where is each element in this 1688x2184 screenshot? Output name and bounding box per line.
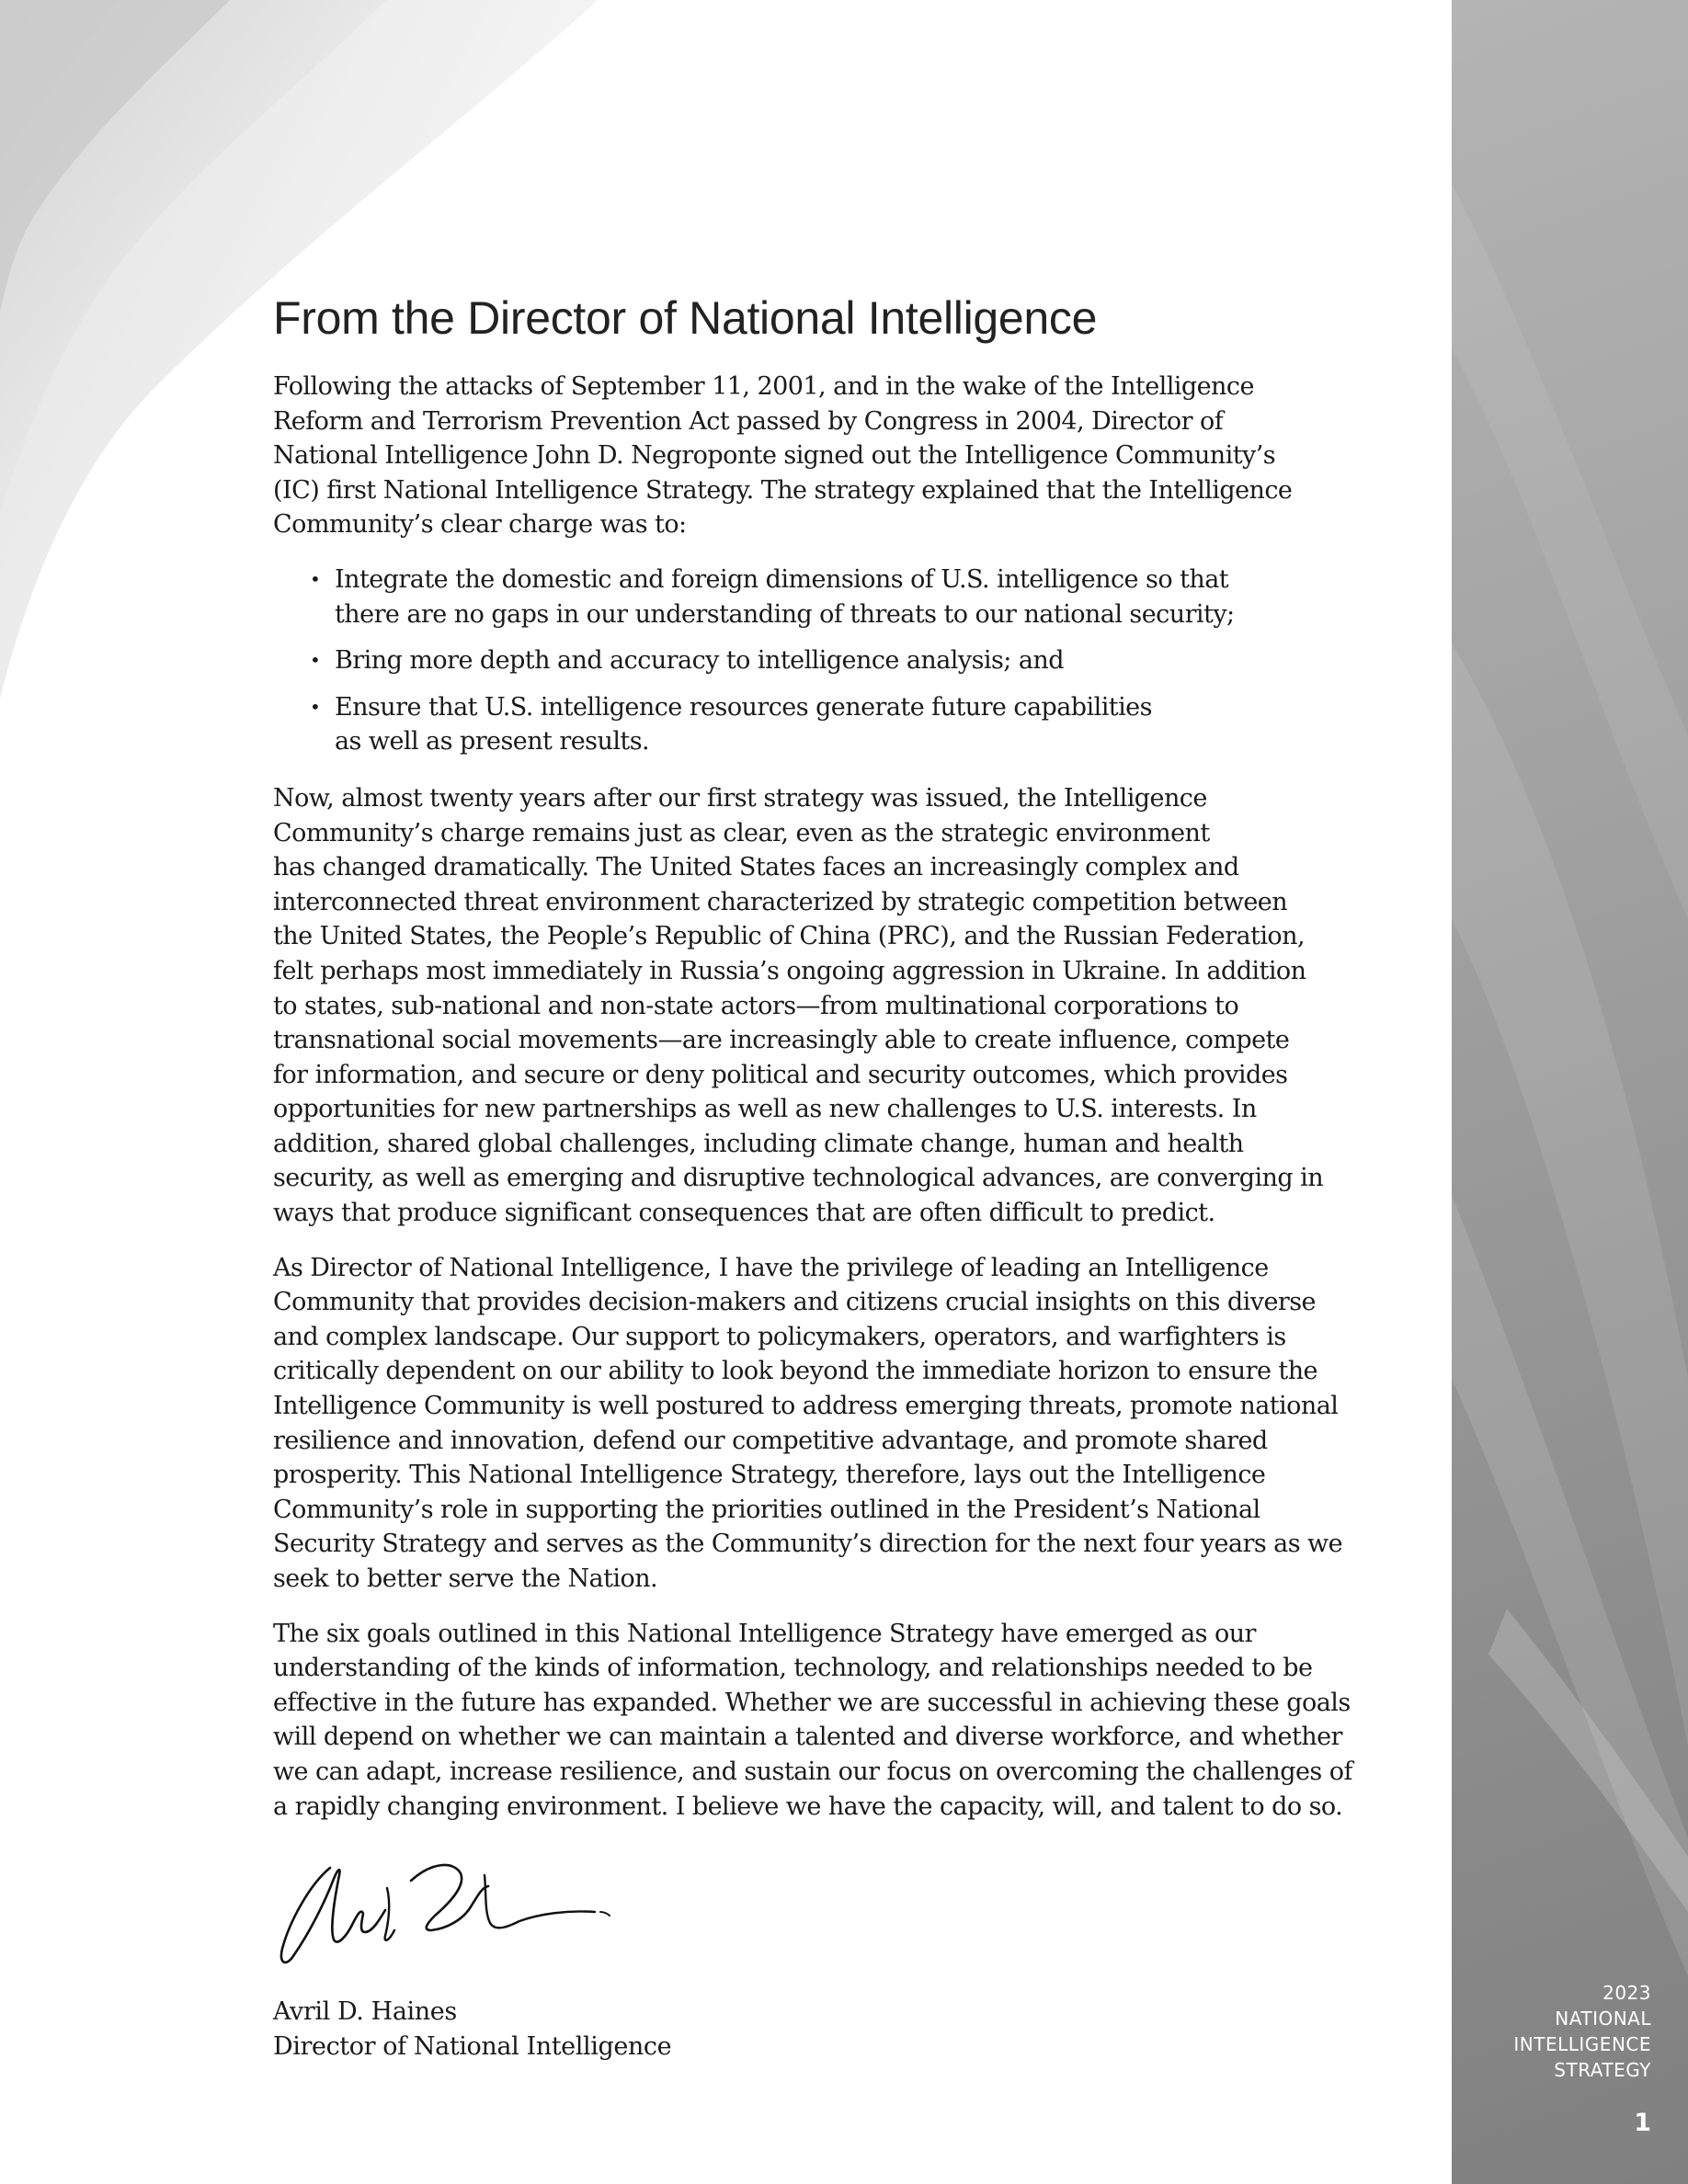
- text-line: Community’s clear charge was to:: [273, 510, 687, 540]
- list-item: [310, 643, 1376, 678]
- text-line: addition, shared global challenges, including climate change, human and health: [273, 1129, 1244, 1158]
- letter-body: [273, 287, 1376, 1844]
- text-line: Intelligence Community is well postured to address emerging threats, promote national: [273, 1392, 1339, 1421]
- text-line: ways that produce significant consequences that are often difficult to predict.: [273, 1199, 1215, 1228]
- text-line: prosperity. This National Intelligence Strategy, therefore, lays out the Intelligence: [273, 1461, 1266, 1490]
- text-line: Bring more depth and accuracy to intelligence analysis; and: [335, 646, 1064, 676]
- signer-block: [273, 1995, 671, 2065]
- text-line: (IC) first National Intelligence Strategy. The strategy explained that the Intelligence: [273, 475, 1293, 505]
- charge-list: [273, 563, 1376, 759]
- text-line: a rapidly changing environment. I believe we have the capacity, will, and talent to do so.: [273, 1792, 1343, 1821]
- text-line: interconnected threat environment characterized by strategic competition between: [273, 887, 1288, 916]
- text-line: seek to better serve the Nation.: [273, 1564, 658, 1593]
- list-item: [310, 563, 1376, 631]
- text-line: effective in the future has expanded. Whether we are successful in achieving these goals: [273, 1688, 1351, 1717]
- text-line: As Director of National Intelligence, I have the privilege of leading an Intelligence: [273, 1253, 1269, 1282]
- text-line: we can adapt, increase resilience, and sustain our focus on overcoming the challenges of: [273, 1757, 1352, 1786]
- text-line: Community that provides decision-makers and citizens crucial insights on this diverse: [273, 1288, 1316, 1317]
- text-line: Integrate the domestic and foreign dimensions of U.S. intelligence so that: [335, 564, 1229, 594]
- report-title-line-2: INTELLIGENCE: [1513, 2033, 1651, 2055]
- text-line: Community’s role in supporting the priorities outlined in the President’s National: [273, 1495, 1260, 1524]
- side-band: [1452, 0, 1688, 2184]
- side-band-swoosh-graphic: [1452, 0, 1688, 2184]
- text-line: felt perhaps most immediately in Russia’s ongoing aggression in Ukraine. In addition: [273, 956, 1306, 985]
- text-line: for information, and secure or deny political and security outcomes, which provides: [273, 1060, 1288, 1089]
- page-title: From the Director of National Intelligence: [273, 292, 1098, 344]
- report-year: 2023: [1602, 1982, 1651, 2004]
- text-line: as well as present results.: [335, 727, 650, 756]
- text-line: and complex landscape. Our support to policymakers, operators, and warfighters is: [273, 1322, 1286, 1351]
- list-item: [310, 690, 1376, 759]
- text-line: the United States, the People’s Republic of China (PRC), and the Russian Federation,: [273, 922, 1305, 951]
- text-line: critically dependent on our ability to look beyond the immediate horizon to ensure the: [273, 1357, 1317, 1386]
- text-line: resilience and innovation, defend our competitive advantage, and promote shared: [273, 1426, 1268, 1455]
- text-line: Community’s charge remains just as clear, even as the strategic environment: [273, 818, 1210, 847]
- text-line: opportunities for new partnerships as well as new challenges to U.S. interests. In: [273, 1095, 1257, 1124]
- report-title-line-3: STRATEGY: [1554, 2059, 1651, 2081]
- text-line: security, as well as emerging and disruptive technological advances, are converging in: [273, 1164, 1324, 1193]
- text-line: Following the attacks of September 11, 2001, and in the wake of the Intelligence: [273, 372, 1254, 401]
- body-paragraph-environment: [273, 781, 1376, 1231]
- text-line: The six goals outlined in this National Intelligence Strategy have emerged as our: [273, 1619, 1256, 1648]
- text-line: Now, almost twenty years after our first strategy was issued, the Intelligence: [273, 783, 1207, 813]
- signer-role: Director of National Intelligence: [273, 2032, 672, 2061]
- body-paragraph-director-role: [273, 1251, 1376, 1597]
- body-paragraph-six-goals: [273, 1617, 1376, 1825]
- signature-graphic: [273, 1848, 622, 1976]
- intro-paragraph: [273, 370, 1376, 542]
- text-line: has changed dramatically. The United States faces an increasingly complex and: [273, 853, 1239, 882]
- signer-name: Avril D. Haines: [273, 1997, 457, 2026]
- text-line: will depend on whether we can maintain a talented and diverse workforce, and whether: [273, 1723, 1342, 1752]
- text-line: Security Strategy and serves as the Community’s direction for the next four years as we: [273, 1530, 1343, 1559]
- text-line: there are no gaps in our understanding of threats to our national security;: [335, 599, 1235, 629]
- text-line: understanding of the kinds of information, technology, and relationships needed to be: [273, 1654, 1313, 1683]
- text-line: Reform and Terrorism Prevention Act passed by Congress in 2004, Director of: [273, 406, 1224, 436]
- text-line: to states, sub-national and non-state actors—from multinational corporations to: [273, 991, 1239, 1020]
- page-number: 1: [1634, 2109, 1651, 2137]
- text-line: Ensure that U.S. intelligence resources generate future capabilities: [335, 692, 1152, 722]
- text-line: transnational social movements—are increasingly able to create influence, compete: [273, 1026, 1290, 1055]
- text-line: National Intelligence John D. Negroponte signed out the Intelligence Community’s: [273, 441, 1276, 471]
- report-title-label: [1513, 1980, 1651, 2083]
- report-title-line-1: NATIONAL: [1555, 2008, 1651, 2030]
